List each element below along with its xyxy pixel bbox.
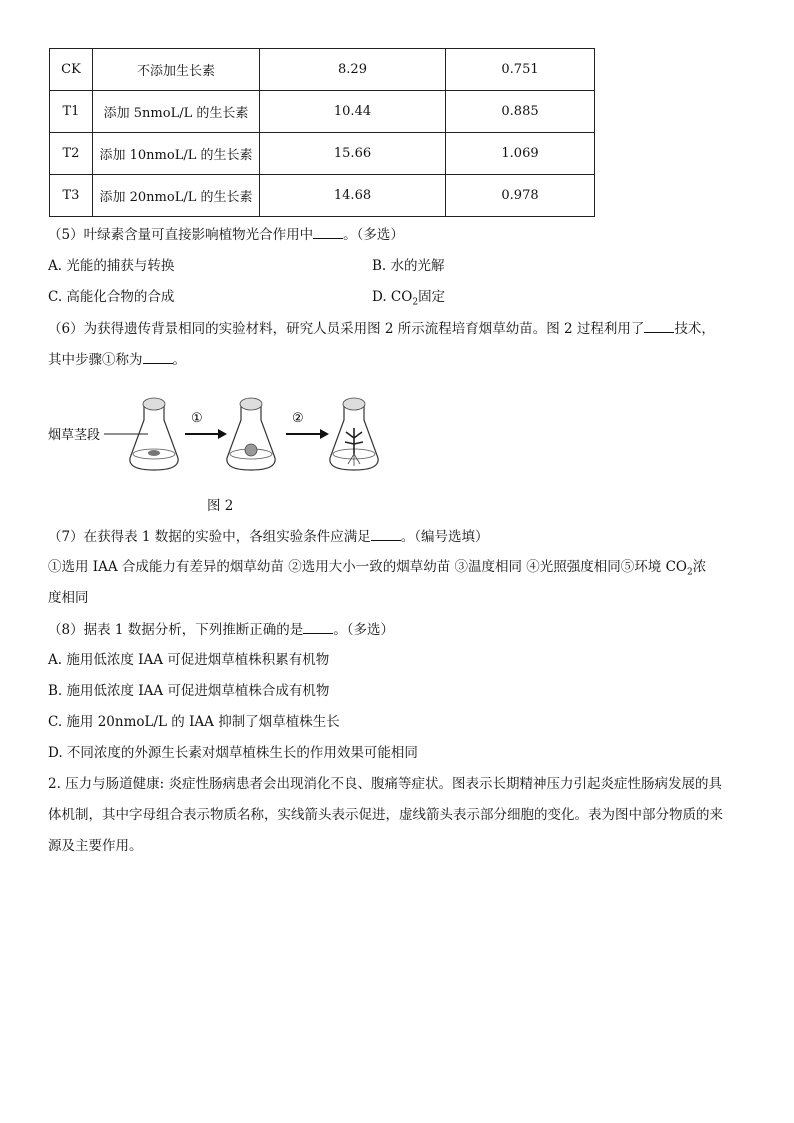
q5-stem-text: （5）叶绿素含量可直接影响植物光合作用中	[48, 227, 314, 243]
table-cell: T2	[50, 133, 93, 175]
answer-blank[interactable]	[143, 349, 173, 364]
table-cell: 添加 5nmoL/L 的生长素	[93, 91, 260, 133]
table-cell: 15.66	[260, 133, 446, 175]
arrow-icon	[286, 429, 329, 439]
table-cell: 14.68	[260, 175, 446, 217]
q6-text: 其中步骤①称为	[48, 352, 143, 368]
table-cell: 0.751	[446, 49, 595, 91]
answer-blank[interactable]	[313, 224, 343, 239]
table-cell: T1	[50, 91, 93, 133]
q7-stem-suffix: 。（编号选填）	[400, 529, 489, 545]
table-cell: CK	[50, 49, 93, 91]
table-cell: 添加 20nmoL/L 的生长素	[93, 175, 260, 217]
answer-blank[interactable]	[303, 619, 333, 634]
flask-icon	[227, 398, 275, 470]
q8-stem-text: （8）据表 1 数据分析，下列推断正确的是	[48, 622, 304, 638]
q2-paragraph-line-3: 源及主要作用。	[48, 838, 143, 854]
q6-line-1	[48, 318, 715, 339]
table-cell: 0.885	[446, 91, 595, 133]
q5-option-c: C. 高能化合物的合成	[48, 289, 175, 305]
q8-option-a: A. 施用低浓度 IAA 可促进烟草植株积累有机物	[48, 652, 330, 668]
q8-stem	[48, 619, 394, 640]
q5-option-d	[372, 287, 445, 313]
tissue-culture-figure	[48, 392, 398, 482]
q8-option-d: D. 不同浓度的外源生长素对烟草植株生长的作用效果可能相同	[48, 745, 418, 761]
q5-option-b: B. 水的光解	[372, 258, 445, 274]
table-row	[50, 175, 595, 217]
q6-text: （6）为获得遗传背景相同的实验材料，研究人员采用图 2 所示流程培育烟草幼苗。图 2 过程利用了	[48, 321, 645, 337]
table-cell: 10.44	[260, 91, 446, 133]
q7-stem-text: （7）在获得表 1 数据的实验中，各组实验条件应满足	[48, 529, 371, 545]
q8-option-c: C. 施用 20nmoL/L 的 IAA 抑制了烟草植株生长	[48, 714, 340, 730]
q7-options-text: ①选用 IAA 合成能力有差异的烟草幼苗 ②选用大小一致的烟草幼苗 ③温度相同 ④光照强度相同⑤环境 CO	[48, 559, 687, 575]
q5-option-d-suffix: 固定	[418, 289, 446, 305]
subscript: 2	[686, 567, 693, 578]
flask-with-plantlet-icon	[330, 398, 378, 470]
table-cell: 0.978	[446, 175, 595, 217]
table-cell: 1.069	[446, 133, 595, 175]
q5-option-d-text: D. CO	[372, 289, 413, 305]
q8-stem-suffix: 。（多选）	[333, 622, 395, 638]
data-table	[49, 48, 595, 217]
figure-label: 烟草茎段	[48, 428, 101, 443]
answer-blank[interactable]	[371, 526, 401, 541]
q5-stem-suffix: 。（多选）	[343, 227, 404, 243]
table-row	[50, 49, 595, 91]
q6-text-suffix: 。	[172, 352, 186, 368]
table-cell: T3	[50, 175, 93, 217]
q8-option-b: B. 施用低浓度 IAA 可促进烟草植株合成有机物	[48, 683, 330, 699]
table-cell: 8.29	[260, 49, 446, 91]
q5-stem	[48, 224, 404, 245]
answer-blank[interactable]	[644, 318, 674, 333]
q6-text-suffix: 技术，	[674, 321, 715, 337]
table-cell: 添加 10nmoL/L 的生长素	[93, 133, 260, 175]
table-cell: 不添加生长素	[93, 49, 260, 91]
table-row	[50, 133, 595, 175]
q7-stem	[48, 526, 489, 547]
figure-caption: 图 2	[207, 498, 234, 514]
table-row	[50, 91, 595, 133]
q7-options	[48, 557, 706, 583]
q7-options-continued: 度相同	[48, 590, 89, 606]
q2-paragraph-line-2: 体机制，其中字母组合表示物质名称，实线箭头表示促进，虚线箭头表示部分细胞的变化。表为图中部分物质的来	[48, 807, 723, 823]
q2-paragraph-line-1: 2. 压力与肠道健康: 炎症性肠病患者会出现消化不良、腹痛等症状。图表示长期精神压力引起炎症性肠病发展的具	[48, 776, 723, 792]
q6-line-2	[48, 349, 186, 370]
step-2-label: ②	[292, 411, 304, 426]
q5-option-a: A. 光能的捕获与转换	[48, 258, 175, 274]
subscript: 2	[412, 297, 419, 308]
q7-options-suffix: 浓	[692, 559, 707, 575]
arrow-icon	[185, 429, 227, 439]
step-1-label: ①	[191, 411, 203, 426]
